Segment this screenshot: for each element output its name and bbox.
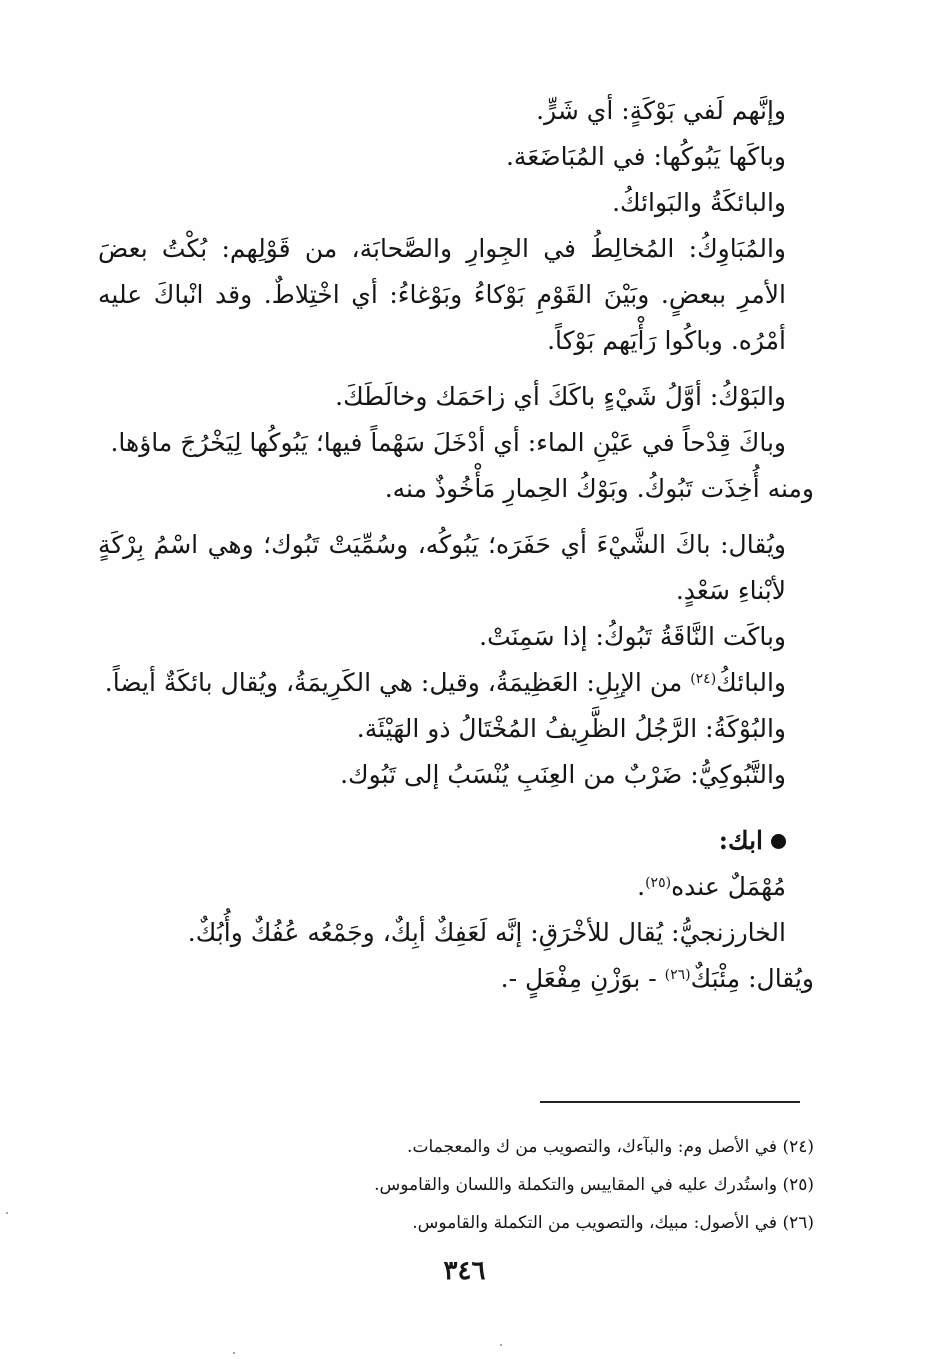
paragraph-3: والبائكَةُ والبَوائكُ. xyxy=(612,188,786,217)
paragraph-13 xyxy=(98,864,814,910)
page-number: ٣٤٦ xyxy=(443,1256,486,1286)
footnote-ref-26[interactable]: (٢٦) xyxy=(664,967,691,983)
paragraph-12: والتَّبُوكِيُّ: ضَرْبٌ من العِنَبِ يُنْسَبُ إلى تَبُوك. xyxy=(340,760,786,789)
paragraph-10-rest: من الإبِلِ: العَظِيمَةُ، وقيل: هي الكَرِيمَةُ، ويُقال بائكَةٌ أيضاً. xyxy=(104,668,691,697)
footnote-ref-25[interactable]: (٢٥) xyxy=(645,875,672,891)
paragraph-11: والبُوْكَةُ: الرَّجُلُ الظَّرِيفُ المُخْتَالُ ذو الهَيْئَة. xyxy=(356,714,786,743)
paragraph-5: والبَوْكُ: أوَّلُ شَيْءٍ باكَكَ أي زاحَمَك وخالَطَكَ. xyxy=(335,382,786,411)
paragraph-10 xyxy=(98,660,814,706)
paragraph-6: وباكَ قِدْحاً في عَيْنِ الماء: أي أدْخَلَ سَهْماً فيها؛ يَبُوكُها لِيَخْرُجَ ماؤها. xyxy=(110,428,786,457)
filled-circle-bullet-icon xyxy=(771,834,786,849)
paragraph-15-start: ويُقال: مِئْبَكٌ xyxy=(690,964,814,993)
paragraph-1: وإنَّهم لَفي بَوْكَةٍ: أي شَرٍّ. xyxy=(536,96,786,125)
paragraph-8: ويُقال: باكَ الشَّيْءَ أي حَفَرَه؛ يَبُوكُه، وسُمِّيَتْ تَبُوك؛ وهي اسْمُ بِرْكَةٍ لأبْناءِ سَعْدٍ. xyxy=(98,530,786,605)
scan-speck xyxy=(233,1352,235,1354)
section-heading xyxy=(98,818,814,864)
footnote-24: (٢٤) في الأصل وم: والبآءك، والتصويب من ك والمعجمات. xyxy=(407,1137,814,1157)
scan-speck xyxy=(6,1212,8,1214)
footnotes xyxy=(98,1128,814,1242)
entry-text-top xyxy=(98,88,814,1002)
paragraph-15 xyxy=(98,956,814,1002)
footnote-25: (٢٥) واستُدرك عليه في المقاييس والتكملة واللسان والقاموس. xyxy=(374,1175,814,1195)
paragraph-9: وباكَت النَّاقَةُ تَبُوكُ: إذا سَمِنَتْ. xyxy=(479,622,786,651)
paragraph-15-rest: - بوَزْنِ مِفْعَلٍ -. xyxy=(500,964,665,993)
paragraph-7: ومنه أُخِذَت تَبُوكُ. وبَوْكُ الحِمارِ مَأْخُوذٌ منه. xyxy=(384,474,814,503)
section-heading-label: ابك: xyxy=(718,826,763,855)
paragraph-2: وباكَها يَبُوكُها: في المُبَاضَعَة. xyxy=(505,142,786,171)
paragraph-13-rest: . xyxy=(637,872,646,901)
footnote-divider xyxy=(540,1101,800,1103)
scan-speck xyxy=(500,1344,502,1346)
footnote-ref-24[interactable]: (٢٤) xyxy=(690,671,717,687)
footnote-26: (٢٦) في الأصول: مبيك، والتصويب من التكملة والقاموس. xyxy=(412,1213,814,1233)
paragraph-10-start: والبائكُ xyxy=(716,668,786,697)
paragraph-13-start: مُهْمَلٌ عنده xyxy=(671,872,786,901)
paragraph-4: والمُبَاوِكُ: المُخالِطُ في الجِوارِ والصَّحابَة، من قَوْلِهم: بُكْتُ بعضَ الأمرِ ببعضٍ. وبَيْنَ القَوْمِ بَوْكاءُ وبَوْغاءُ: أي اخْتِلاطٌ. وقد انْباكَ عليه أمْرُه. وباكُوا رَأْيَهم بَوْكاً. xyxy=(98,234,786,355)
paragraph-14: الخارزنجيُّ: يُقال للأخْرَقِ: إنَّه لَعَفِكٌ أبِكٌ، وجَمْعُه عُفُكٌ وأُبُكٌ. xyxy=(187,918,786,947)
